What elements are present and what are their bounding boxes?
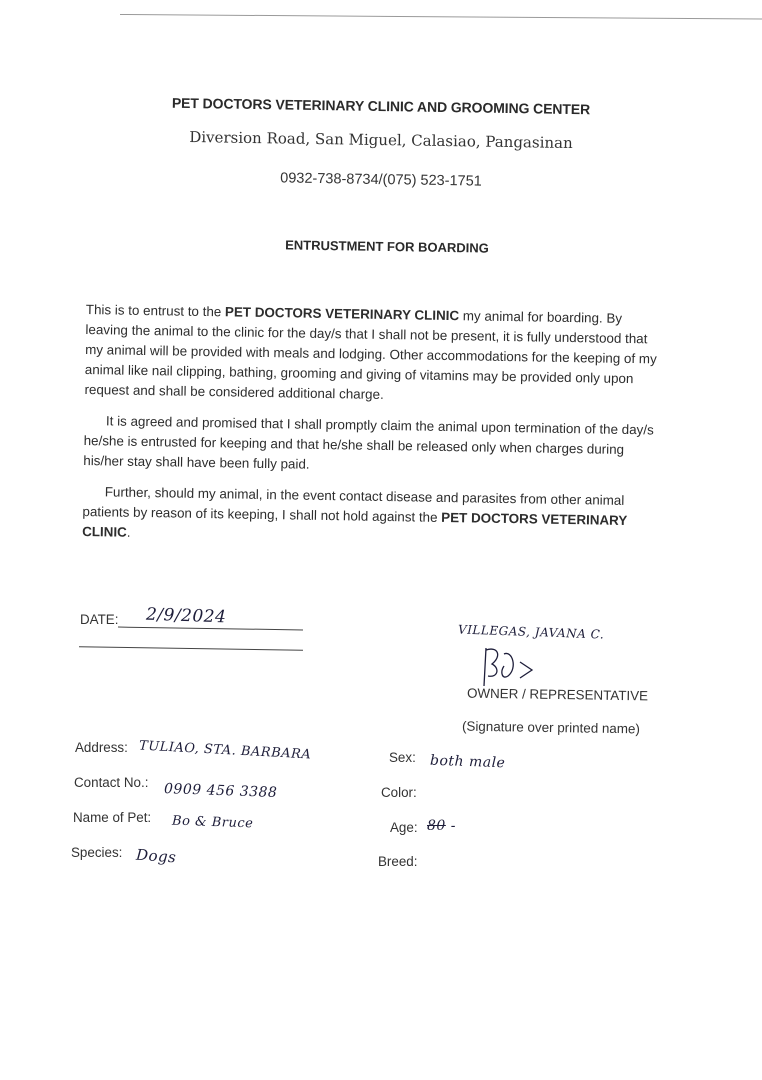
date-second-line	[79, 646, 303, 651]
contact-label: Contact No.:	[74, 775, 149, 790]
sex-value: both male	[429, 752, 506, 772]
clinic-address: Diversion Road, San Miguel, Calasiao, Pangasinan	[189, 127, 573, 153]
breed-label: Breed:	[378, 854, 418, 869]
age-label: Age:	[390, 820, 418, 835]
sex-label: Sex:	[389, 750, 416, 765]
owner-representative-label: OWNER / REPRESENTATIVE	[466, 685, 649, 704]
document-title: ENTRUSTMENT FOR BOARDING	[285, 237, 489, 256]
paragraph-2: It is agreed and promised that I shall promptly claim the animal upon termination of the day/s he/she is entrusted for keeping and that he/she shall be released only when charges during his/her stay shall have been fully paid.	[83, 413, 654, 472]
age-value: 80 -	[427, 818, 457, 834]
pet-name-value: Bo & Bruce	[171, 813, 254, 832]
date-value: 2/9/2024	[145, 604, 227, 628]
scan-edge-line	[120, 0, 762, 19]
address-label: Address:	[75, 740, 128, 755]
pet-name-label: Name of Pet:	[73, 810, 152, 825]
contact-value: 0909 456 3388	[163, 781, 278, 801]
species-value: Dogs	[135, 845, 177, 867]
signature-mark	[478, 642, 558, 690]
address-value: TULIAO, STA. BARBARA	[138, 738, 312, 763]
paragraph-3: Further, should my animal, in the event contact disease and parasites from other animal patients by reason of its keeping, I shall not hold against the PET DOCTORS VETERINARY CLINIC.	[82, 484, 628, 540]
clinic-phone: 0932-738-8734/(075) 523-1751	[280, 170, 482, 190]
color-label: Color:	[381, 785, 417, 800]
date-label: DATE:	[80, 612, 119, 627]
date-underline	[118, 627, 303, 631]
species-label: Species:	[71, 845, 123, 860]
printed-name: VILLEGAS, JAVANA C.	[457, 622, 605, 642]
paragraph-1: This is to entrust to the PET DOCTORS VETERINARY CLINIC my animal for boarding. By leaving the animal to the clinic for the day/s that I shall not be present, it is fully understood that my animal will be provided with meals and lodging. Other accommodations for the keeping of my animal like nail clipping, bathing, grooming and giving of vitamins may be provided only upon request and shall be considered additional charge.	[84, 301, 657, 402]
clinic-name: PET DOCTORS VETERINARY CLINIC AND GROOMING CENTER	[171, 94, 591, 118]
signature-caption: (Signature over printed name)	[461, 718, 640, 737]
agreement-body	[82, 300, 668, 563]
